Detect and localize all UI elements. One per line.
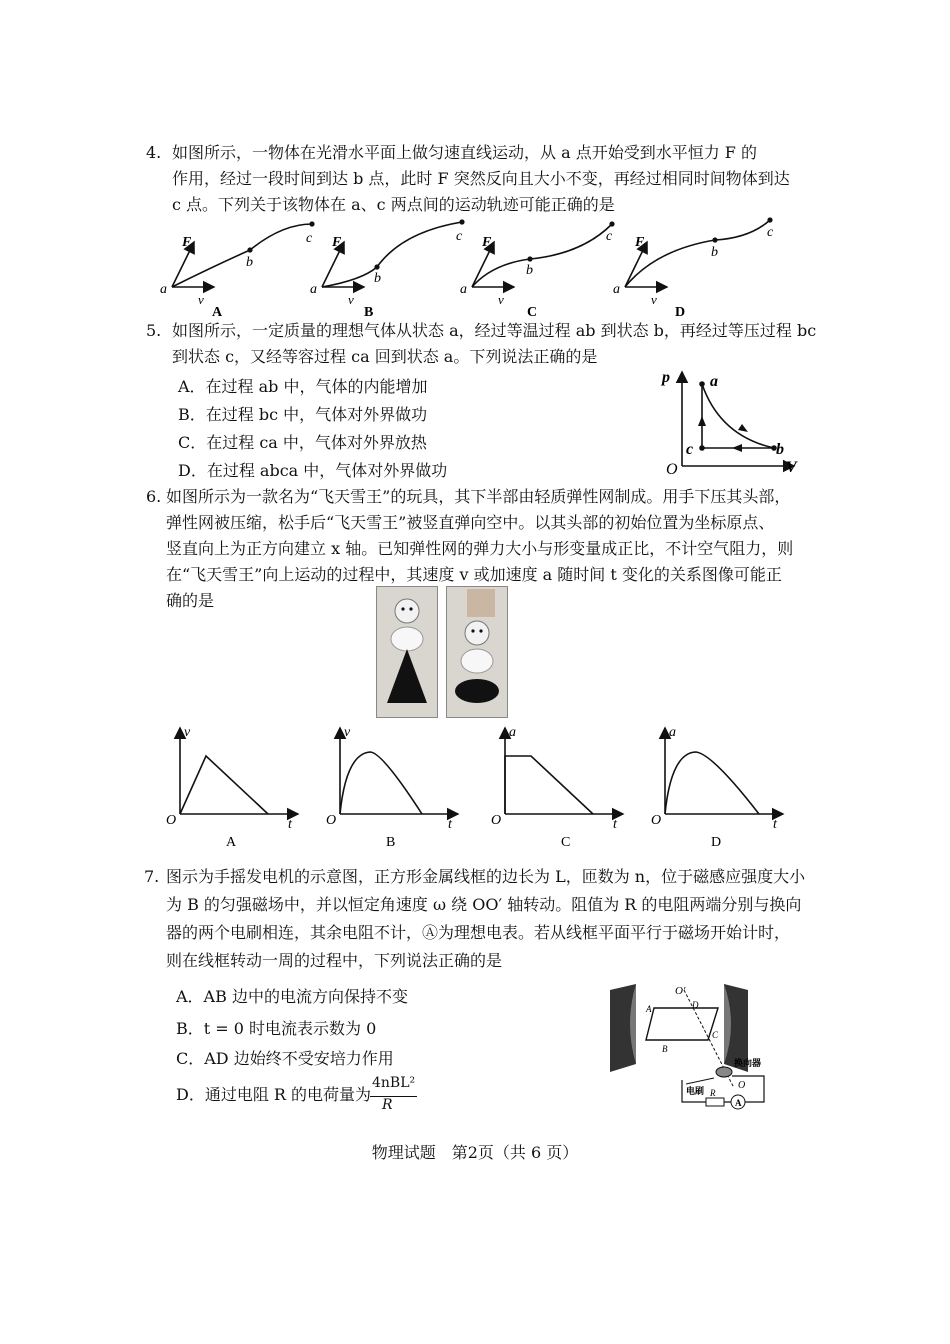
q6-graph-c <box>491 725 623 850</box>
q4-number: 4. <box>146 143 162 162</box>
q4-line-1: 如图所示，一物体在光滑水平面上做匀速直线运动，从 a 点开始受到水平恒力 F 的 <box>172 143 757 162</box>
q5-origin: O <box>666 461 678 476</box>
q7-generator-figure <box>606 980 776 1110</box>
q7-label-meter: A <box>735 1098 742 1108</box>
toy-photo-pressed <box>446 586 508 718</box>
q5-pv-graph <box>652 366 802 476</box>
q5-axis-v: V <box>786 459 797 476</box>
q4d-point-c: c <box>767 225 774 240</box>
q7-label-o: O <box>738 1080 746 1091</box>
q7-label-a: A <box>646 1004 652 1014</box>
q6-line-5: 确的是 <box>166 591 215 610</box>
q5-state-c: c <box>686 441 694 458</box>
q4-figure-c <box>460 221 615 320</box>
q5-state-a: a <box>710 373 718 390</box>
q5-line-2: 到状态 c，又经等容过程 ca 回到状态 a。下列说法正确的是 <box>172 347 598 366</box>
q4a-point-a: a <box>160 282 167 297</box>
q7-line-1: 图示为手摇发电机的示意图，正方形金属线框的边长为 L，匝数为 n，位于磁感应强度大小 <box>166 867 806 886</box>
q7-charge-denominator: R <box>382 1097 393 1113</box>
q7-label-brush: 电刷 <box>686 1086 705 1096</box>
q4b-point-b: b <box>374 271 381 286</box>
q6-graph-a <box>166 725 298 850</box>
q4a-point-c: c <box>306 231 313 246</box>
q6-line-3: 竖直向上为正方向建立 x 轴。已知弹性网的弹力大小与形变量成正比，不计空气阻力，则 <box>166 539 794 558</box>
q7-option-b: B．t = 0 时电流表示数为 0 <box>176 1019 377 1038</box>
q7-option-d: D．通过电阻 R 的电荷量为 <box>176 1085 372 1104</box>
q7-line-2: 为 B 的匀强磁场中，并以恒定角速度 ω 绕 OO′ 轴转动。阻值为 R 的电阻两端分别与换向 <box>166 895 802 914</box>
q7-option-a: A．AB 边中的电流方向保持不变 <box>176 987 408 1006</box>
q4c-point-a: a <box>460 282 467 297</box>
page-footer: 物理试题 第2页（共 6 页） <box>371 1143 579 1162</box>
q6d-label: D <box>711 835 722 850</box>
q4-figure-b <box>310 219 465 320</box>
q6c-origin: O <box>491 813 502 828</box>
q4c-label: C <box>527 305 538 320</box>
q5-option-a: A．在过程 ab 中，气体的内能增加 <box>178 377 428 396</box>
q5-state-b: b <box>776 441 784 458</box>
q6d-y-axis: a <box>669 725 676 740</box>
q4c-point-b: b <box>526 263 533 278</box>
q4a-velocity: v <box>198 292 204 307</box>
q4-figure-d <box>613 217 774 320</box>
q7-line-3: 器的两个电刷相连，其余电阻不计，Ⓐ为理想电表。若从线框平面平行于磁场开始计时， <box>166 923 791 942</box>
q4b-point-c: c <box>456 229 463 244</box>
q4-line-2: 作用，经过一段时间到达 b 点，此时 F 突然反向且大小不变，再经过相同时间物体到达 <box>172 169 790 188</box>
q4d-label: D <box>675 305 686 320</box>
q4d-force: F <box>635 235 645 250</box>
q6a-t-axis: t <box>288 817 292 832</box>
q6-graph-d <box>651 725 783 850</box>
q4b-force: F <box>332 235 342 250</box>
q5-option-b: B．在过程 bc 中，气体对外界做功 <box>178 405 428 424</box>
q5-option-c: C．在过程 ca 中，气体对外界放热 <box>178 433 427 452</box>
toy-photo-released <box>376 586 438 718</box>
q4c-point-c: c <box>606 229 613 244</box>
q6c-y-axis: a <box>509 725 516 740</box>
q4-trajectory-figures <box>150 212 800 320</box>
q7-label-b: B <box>662 1044 668 1054</box>
q7-label-o-prime: O′ <box>675 985 686 997</box>
q7-label-r: R <box>710 1088 716 1098</box>
q6-graph-b <box>326 725 458 850</box>
q4d-point-b: b <box>711 245 718 260</box>
q6-line-4: 在“飞天雪王”向上运动的过程中，其速度 v 或加速度 a 随时间 t 变化的关系图像可能正 <box>166 565 782 584</box>
q7-charge-numerator: 4nBL² <box>370 1070 417 1097</box>
q6a-y-axis: v <box>184 725 191 740</box>
q6b-t-axis: t <box>448 817 452 832</box>
q6a-label: A <box>226 835 237 850</box>
q6c-label: C <box>561 835 571 850</box>
q7-option-c: C．AD 边始终不受安培力作用 <box>176 1049 394 1068</box>
q6d-t-axis: t <box>773 817 777 832</box>
q6-line-2: 弹性网被压缩，松手后“飞天雪王”被竖直弹向空中。以其头部的初始位置为坐标原点、 <box>166 513 775 532</box>
q7-line-4: 则在线框转动一周的过程中，下列说法正确的是 <box>166 951 503 970</box>
q6-line-1: 如图所示为一款名为“飞天雪王”的玩具，其下半部由轻质弹性网制成。用手下压其头部， <box>166 487 791 506</box>
q4a-force: F <box>182 235 192 250</box>
q4-line-3: c 点。下列关于该物体在 a、c 两点间的运动轨迹可能正确的是 <box>172 195 615 214</box>
q6d-origin: O <box>651 813 662 828</box>
q4c-force: F <box>482 235 492 250</box>
q4b-point-a: a <box>310 282 317 297</box>
q6b-y-axis: v <box>344 725 351 740</box>
q6c-t-axis: t <box>613 817 617 832</box>
q4d-point-a: a <box>613 282 620 297</box>
q4b-velocity: v <box>348 292 354 307</box>
q7-number: 7. <box>144 867 160 886</box>
q6b-label: B <box>386 835 396 850</box>
q5-axis-p: p <box>662 369 670 386</box>
q6b-origin: O <box>326 813 337 828</box>
q7-label-c: C <box>712 1030 719 1040</box>
q6a-origin: O <box>166 813 177 828</box>
q4b-label: B <box>364 305 374 320</box>
q4c-velocity: v <box>498 292 504 307</box>
q4d-velocity: v <box>651 292 657 307</box>
q4a-label: A <box>212 305 223 320</box>
q7-label-commutator: 换向器 <box>734 1058 762 1068</box>
q6-number: 6. <box>146 487 162 506</box>
q5-number: 5. <box>146 321 162 340</box>
q7-label-d: D <box>692 1000 699 1010</box>
q4-figure-a <box>160 221 315 320</box>
q5-option-d: D．在过程 abca 中，气体对外界做功 <box>178 461 448 480</box>
q6-graphs <box>150 722 800 852</box>
q5-line-1: 如图所示，一定质量的理想气体从状态 a，经过等温过程 ab 到状态 b，再经过等压过程 bc <box>172 321 817 340</box>
q4a-point-b: b <box>246 255 253 270</box>
